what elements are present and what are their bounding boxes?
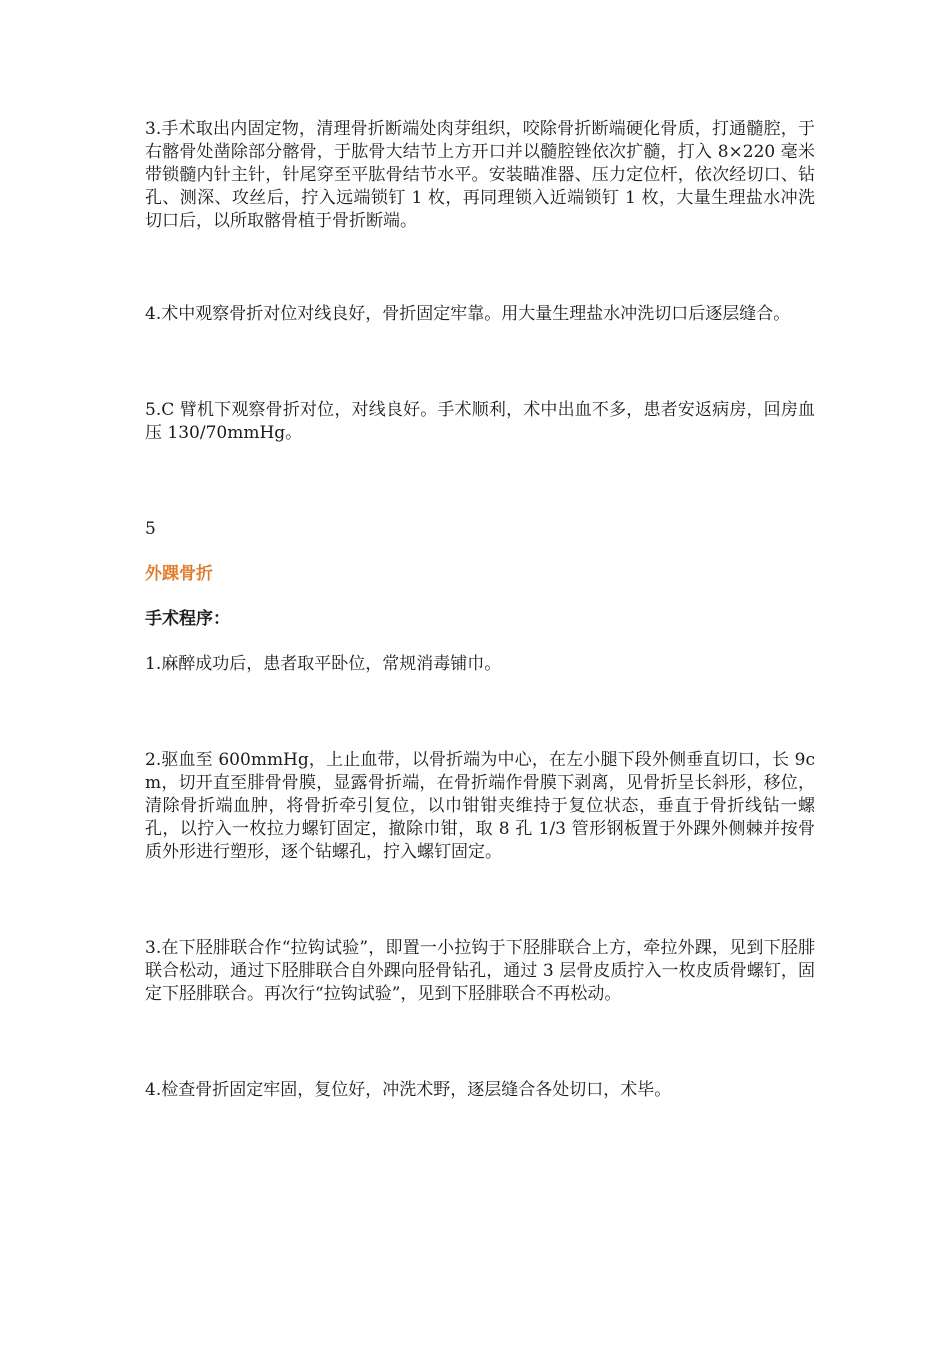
paragraph-step-3-humerus: 3.手术取出内固定物，清理骨折断端处肉芽组织，咬除骨折断端硬化骨质，打通髓腔，于右髂骨处凿除部分髂骨，于肱骨大结节上方开口并以髓腔锉依次扩髓，打入 8×220 毫米带锁髓内针主针，针尾穿至平肱骨结节水平。安装瞄准器、压力定位杆，依次经切口、钻孔、测深、攻丝后，拧入远端锁钉 1 枚，再同理锁入近端锁钉 1 枚，大量生理盐水冲洗切口后，以所取髂骨植于骨折断端。 — [145, 119, 815, 231]
paragraph-step-5-humerus: 5.C 臂机下观察骨折对位，对线良好。手术顺利，术中出血不多，患者安返病房，回房血压 130/70mmHg。 — [145, 400, 815, 443]
step-2-paragraph: 2.驱血至 600mmHg，上止血带，以骨折端为中心，在左小腿下段外侧垂直切口，长 9cm，切开直至腓骨骨膜，显露骨折端，在骨折端作骨膜下剥离，见骨折呈长斜形，移位，清除骨折端血肿，将骨折牵引复位，以巾钳钳夹维持于复位状态，垂直于骨折线钻一螺孔，以拧入一枚拉力螺钉固定，撤除巾钳，取 8 孔 1/3 管形钢板置于外踝外侧棘并按骨质外形进行塑形，逐个钻螺孔，拧入螺钉固定。 — [145, 750, 815, 862]
paragraph-step-4-humerus: 4.术中观察骨折对位对线良好，骨折固定牢靠。用大量生理盐水冲洗切口后逐层缝合。 — [145, 304, 791, 324]
step-3-paragraph: 3.在下胫腓联合作“拉钩试验”，即置一小拉钩于下胫腓联合上方，牵拉外踝，见到下胫腓联合松动，通过下胫腓联合自外踝向胫骨钻孔，通过 3 层骨皮质拧入一枚皮质骨螺钉，固定下胫腓联合。再次行“拉钩试验”，见到下胫腓联合不再松动。 — [145, 938, 815, 1004]
step-4-paragraph: 4.检查骨折固定牢固，复位好，冲洗术野，逐层缝合各处切口，术毕。 — [145, 1080, 672, 1100]
subheading: 手术程序： — [145, 609, 230, 629]
page-number: 5 — [145, 519, 156, 539]
document-page — [145, 118, 815, 1102]
section-title: 外踝骨折 — [145, 564, 213, 584]
step-1-paragraph: 1.麻醉成功后，患者取平卧位，常规消毒铺巾。 — [145, 654, 502, 674]
